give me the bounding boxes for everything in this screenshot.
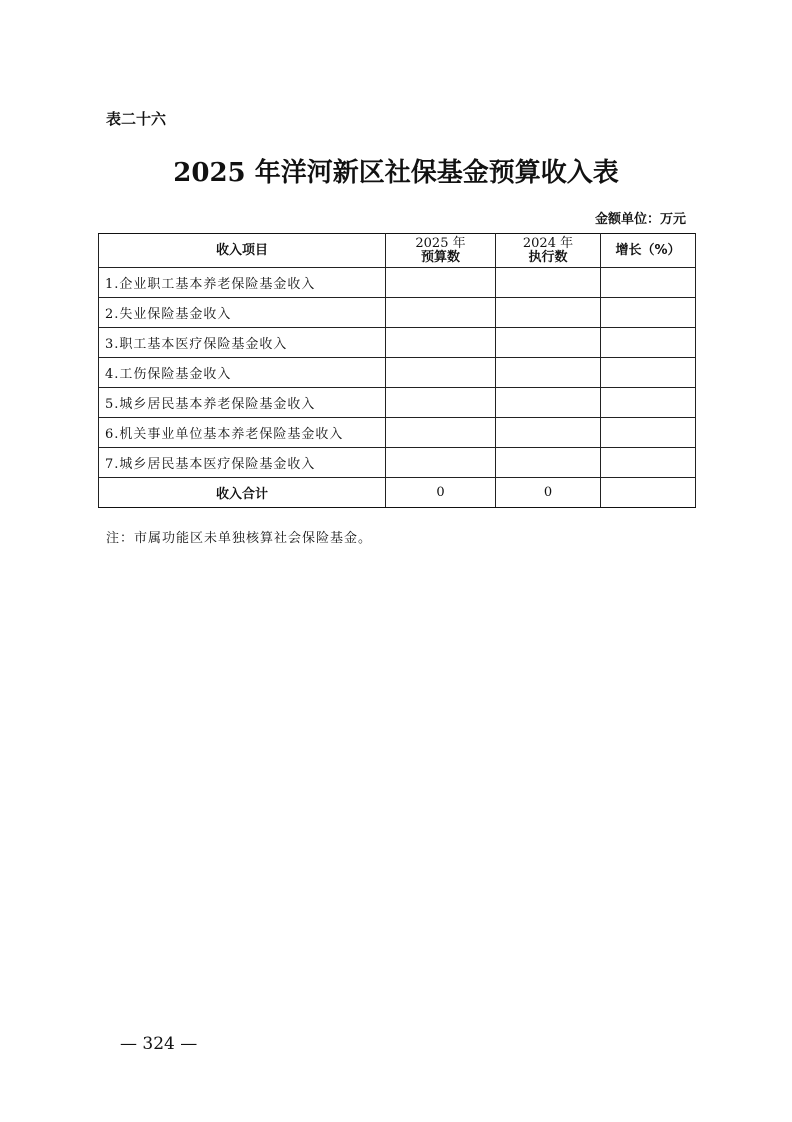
unit-label: 金额单位：万元 bbox=[594, 212, 686, 227]
table-row bbox=[99, 268, 696, 298]
table-row bbox=[99, 448, 696, 478]
table-header-row bbox=[99, 234, 696, 268]
total-row bbox=[99, 478, 696, 508]
header-2025-year: 2025 年 bbox=[415, 235, 466, 251]
row-actual-2024 bbox=[496, 388, 601, 418]
row-growth bbox=[601, 388, 696, 418]
row-label: 2.失业保险基金收入 bbox=[99, 298, 386, 328]
row-label: 1.企业职工基本养老保险基金收入 bbox=[99, 268, 386, 298]
table-number-label: 表二十六 bbox=[106, 110, 167, 128]
row-label: 5.城乡居民基本养老保险基金收入 bbox=[99, 388, 386, 418]
row-actual-2024 bbox=[496, 298, 601, 328]
row-actual-2024 bbox=[496, 448, 601, 478]
table-row bbox=[99, 418, 696, 448]
total-label: 收入合计 bbox=[99, 478, 386, 508]
total-budget-2025: 0 bbox=[386, 478, 496, 508]
table-row bbox=[99, 388, 696, 418]
header-growth: 增长（%） bbox=[601, 234, 696, 268]
row-budget-2025 bbox=[386, 298, 496, 328]
row-growth bbox=[601, 298, 696, 328]
row-growth bbox=[601, 358, 696, 388]
footnote: 注：市属功能区未单独核算社会保险基金。 bbox=[106, 531, 373, 546]
header-2024-label: 执行数 bbox=[528, 249, 568, 265]
header-2025-budget bbox=[386, 234, 496, 268]
row-actual-2024 bbox=[496, 418, 601, 448]
table-row bbox=[99, 298, 696, 328]
row-growth bbox=[601, 328, 696, 358]
total-actual-2024: 0 bbox=[496, 478, 601, 508]
table-row bbox=[99, 358, 696, 388]
row-growth bbox=[601, 448, 696, 478]
row-actual-2024 bbox=[496, 268, 601, 298]
row-label: 4.工伤保险基金收入 bbox=[99, 358, 386, 388]
row-growth bbox=[601, 418, 696, 448]
header-item: 收入项目 bbox=[99, 234, 386, 268]
total-growth bbox=[601, 478, 696, 508]
row-budget-2025 bbox=[386, 448, 496, 478]
row-budget-2025 bbox=[386, 328, 496, 358]
table-row bbox=[99, 328, 696, 358]
budget-table bbox=[98, 233, 696, 508]
row-budget-2025 bbox=[386, 358, 496, 388]
row-label: 3.职工基本医疗保险基金收入 bbox=[99, 328, 386, 358]
header-2024-actual bbox=[496, 234, 601, 268]
page-number: — 324 — bbox=[120, 1034, 198, 1054]
row-label: 7.城乡居民基本医疗保险基金收入 bbox=[99, 448, 386, 478]
row-budget-2025 bbox=[386, 268, 496, 298]
row-growth bbox=[601, 268, 696, 298]
row-budget-2025 bbox=[386, 388, 496, 418]
row-label: 6.机关事业单位基本养老保险基金收入 bbox=[99, 418, 386, 448]
row-actual-2024 bbox=[496, 328, 601, 358]
header-2025-label: 预算数 bbox=[420, 249, 460, 265]
page-title: 2025 年洋河新区社保基金预算收入表 bbox=[173, 158, 619, 188]
row-actual-2024 bbox=[496, 358, 601, 388]
row-budget-2025 bbox=[386, 418, 496, 448]
header-2024-year: 2024 年 bbox=[522, 235, 574, 251]
